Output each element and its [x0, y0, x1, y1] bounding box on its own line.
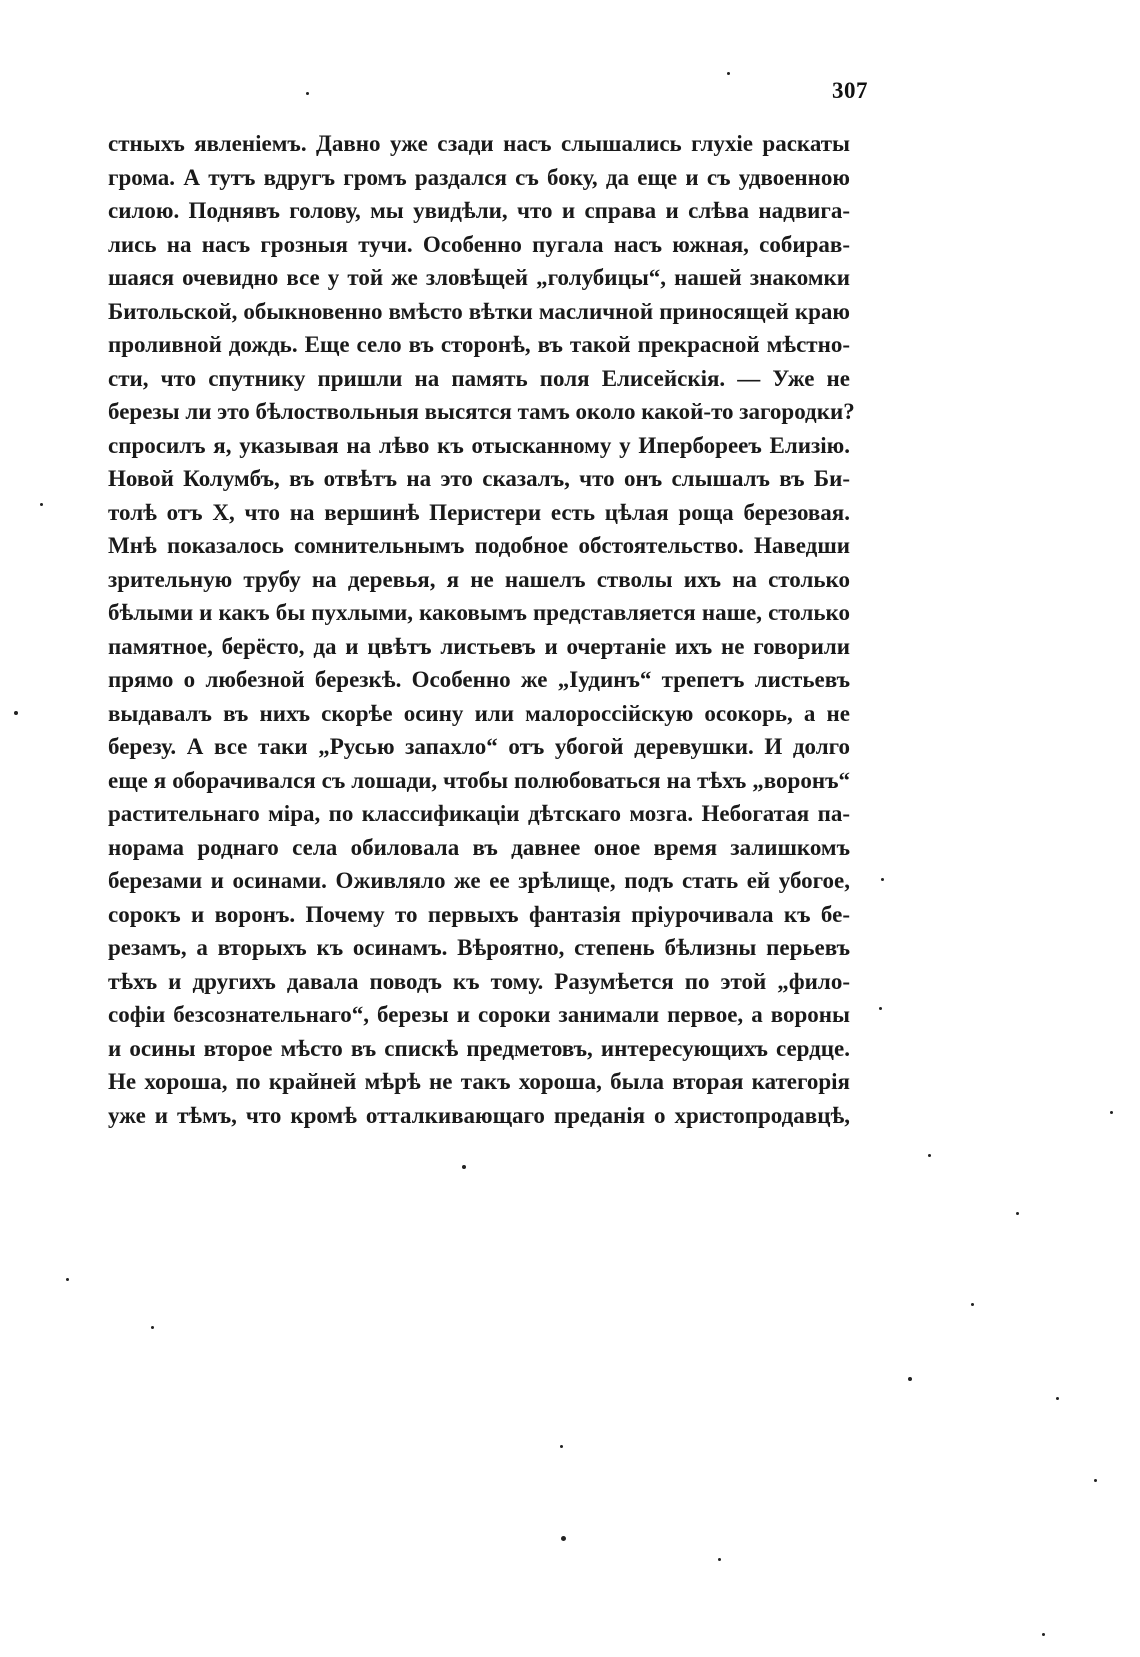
- scan-speck: [1016, 1212, 1019, 1215]
- text-line: памятное, берёсто, да и цвѣтъ листьевъ и очертаніе ихъ не говорили: [108, 633, 850, 659]
- scan-speck: [727, 72, 730, 75]
- text-line: растительнаго міра, по классификаціи дѣтскаго мозга. Небогатая па-: [108, 801, 850, 826]
- text-line: спросилъ я, указывая на лѣво къ отысканному у Иперборееъ Елизію.: [108, 432, 850, 458]
- text-line: стныхъ явленіемъ. Давно уже сзади насъ слышались глухіе раскаты: [108, 131, 850, 156]
- text-line: Мнѣ показалось сомнительнымъ подобное обстоятельство. Наведши: [108, 533, 850, 558]
- text-line: резамъ, а вторыхъ къ осинамъ. Вѣроятно, степень бѣлизны перьевъ: [108, 935, 850, 960]
- text-line: уже и тѣмъ, что кромѣ отталкивающаго преданія о христопродавцѣ,: [108, 1102, 850, 1128]
- text-line: бѣлыми и какъ бы пухлыми, каковымъ представляется наше, столько: [108, 600, 850, 625]
- text-line: сорокъ и воронъ. Почему то первыхъ фантазія пріурочивала къ бе-: [108, 901, 850, 927]
- scan-speck: [879, 1007, 882, 1010]
- text-line: лись на насъ грозныя тучи. Особенно пугала насъ южная, собирав-: [108, 231, 850, 257]
- text-line: еще я оборачивался съ лошади, чтобы полюбоваться на тѣхъ „воронъ“: [108, 767, 850, 793]
- text-line: норама роднаго села обиловала въ давнее оное время залишкомъ: [108, 834, 850, 860]
- scan-speck: [14, 711, 18, 715]
- scan-speck: [561, 1536, 566, 1541]
- text-line: Битольской, обыкновенно вмѣсто вѣтки масличной приносящей краю: [108, 298, 850, 324]
- scan-speck: [462, 1165, 466, 1169]
- text-line: грома. А тутъ вдругъ громъ раздался съ боку, да еще и съ удвоенною: [108, 164, 850, 190]
- text-line: и осины второе мѣсто въ спискѣ предметовъ, интересующихъ сердце.: [108, 1035, 850, 1061]
- text-line: шаяся очевидно все у той же зловѣщей „голубицы“, нашей знакомки: [108, 265, 850, 290]
- text-line: прямо о любезной березкѣ. Особенно же „Іудинъ“ трепетъ листьевъ: [108, 667, 850, 692]
- text-line: сти, что спутнику пришли на память поля Елисейскія. — Уже не: [108, 365, 850, 391]
- text-line: зрительную трубу на деревья, я не нашелъ стволы ихъ на столько: [108, 566, 850, 592]
- scan-speck: [151, 1326, 154, 1329]
- text-line: Новой Колумбъ, въ отвѣтъ на это сказалъ, что онъ слышалъ въ Би-: [108, 466, 850, 491]
- text-line: софіи безсознательнаго“, березы и сороки занимали первое, а вороны: [108, 1002, 850, 1027]
- text-line: проливной дождь. Еще село въ сторонѣ, въ такой прекрасной мѣстно-: [108, 332, 850, 357]
- scan-speck: [1094, 1479, 1097, 1482]
- scan-speck: [40, 503, 43, 506]
- scan-speck: [928, 1154, 931, 1157]
- scan-speck: [881, 878, 884, 881]
- text-line: толѣ отъ X, что на вершинѣ Перистери есть цѣлая роща березовая.: [108, 499, 850, 525]
- scan-speck: [718, 1558, 721, 1561]
- text-line: выдавалъ въ нихъ скорѣе осину или малороссійскую осокорь, а не: [108, 700, 850, 726]
- scan-speck: [560, 1445, 563, 1448]
- text-line: тѣхъ и другихъ давала поводъ къ тому. Разумѣется по этой „фило-: [108, 968, 850, 994]
- scan-speck: [908, 1377, 912, 1381]
- page-number: 307: [832, 78, 868, 103]
- text-line: Не хороша, по крайней мѣрѣ не такъ хороша, была вторая категорія: [108, 1069, 850, 1094]
- scan-speck: [1110, 1111, 1113, 1114]
- scan-speck: [1042, 1633, 1045, 1636]
- scan-speck: [306, 92, 309, 95]
- text-line: березу. А все таки „Русью запахло“ отъ убогой деревушки. И долго: [108, 734, 850, 759]
- text-line: березами и осинами. Оживляло же ее зрѣлище, подъ стать ей убогое,: [108, 868, 850, 893]
- text-line: силою. Поднявъ голову, мы увидѣли, что и справа и слѣва надвига-: [108, 198, 850, 223]
- scan-speck: [1056, 1397, 1059, 1400]
- body-text: [108, 127, 855, 1132]
- text-line: березы ли это бѣлоствольныя высятся тамъ около какой-то загородки?: [108, 399, 855, 424]
- scan-speck: [971, 1303, 974, 1306]
- scan-speck: [66, 1278, 69, 1281]
